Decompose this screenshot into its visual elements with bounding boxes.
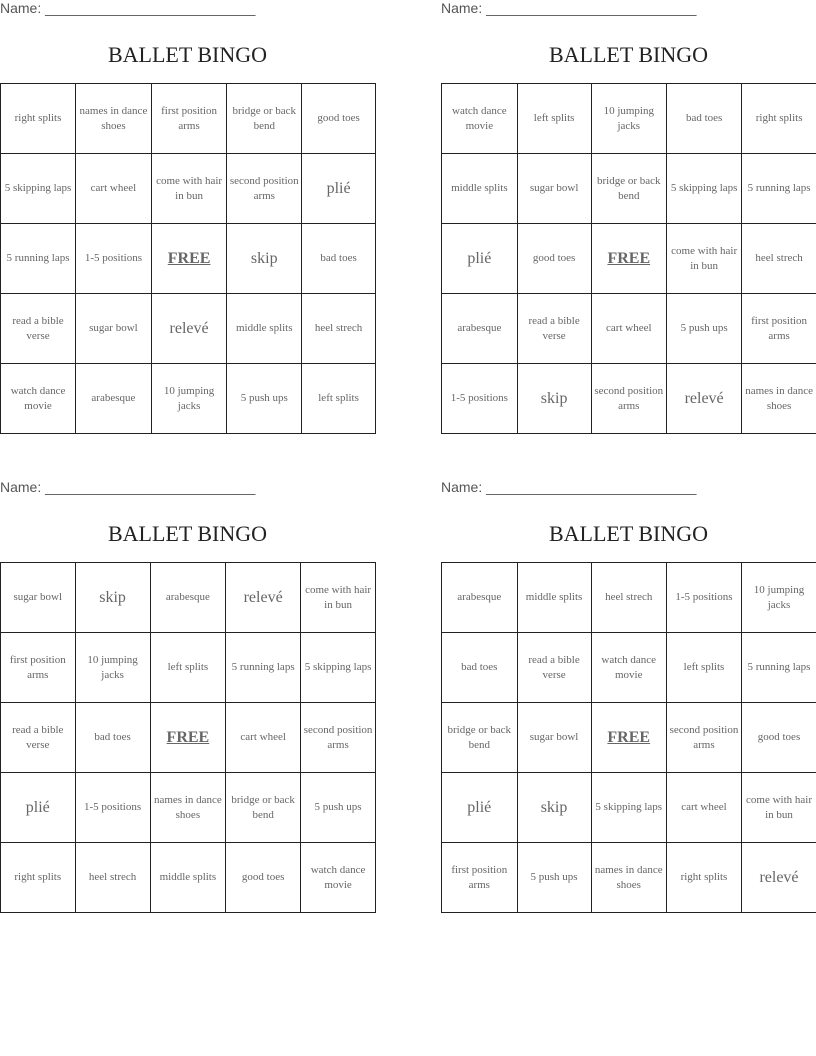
- bingo-row: [442, 294, 816, 364]
- bingo-cell: watch dance movie: [591, 633, 666, 703]
- bingo-cell: good toes: [226, 843, 301, 913]
- bingo-cell: relevé: [667, 364, 742, 434]
- bingo-cell: sugar bowl: [1, 563, 76, 633]
- bingo-cell: 1-5 positions: [666, 563, 741, 633]
- bingo-row: [1, 154, 376, 224]
- bingo-cell: 5 push ups: [517, 843, 591, 913]
- bingo-grid: [441, 83, 816, 434]
- bingo-cell: 5 skipping laps: [591, 773, 666, 843]
- bingo-row: [442, 154, 816, 224]
- bingo-cell: come with hair in bun: [667, 224, 742, 294]
- bingo-cell: plié: [442, 773, 518, 843]
- bingo-cell: heel strech: [742, 224, 816, 294]
- bingo-cell: 5 push ups: [301, 773, 376, 843]
- bingo-cell: middle splits: [442, 154, 518, 224]
- bingo-cell: first position arms: [442, 843, 518, 913]
- bingo-cell: watch dance movie: [1, 364, 76, 434]
- bingo-cell: 10 jumping jacks: [591, 84, 667, 154]
- bingo-cell: 5 skipping laps: [1, 154, 76, 224]
- bingo-cell: arabesque: [150, 563, 226, 633]
- bingo-cell: arabesque: [442, 294, 518, 364]
- bingo-row: [442, 84, 816, 154]
- bingo-cell: names in dance shoes: [150, 773, 226, 843]
- name-field: [441, 0, 696, 22]
- name-blank-line: ___________________________: [486, 479, 697, 495]
- bingo-row: [442, 703, 816, 773]
- bingo-cell: bridge or back bend: [227, 84, 302, 154]
- bingo-cell: watch dance movie: [442, 84, 518, 154]
- bingo-cell: cart wheel: [226, 703, 301, 773]
- bingo-cell: names in dance shoes: [591, 843, 666, 913]
- bingo-cell: bad toes: [302, 224, 376, 294]
- bingo-cell: bridge or back bend: [442, 703, 518, 773]
- bingo-cell: second position arms: [227, 154, 302, 224]
- bingo-cell: 5 skipping laps: [667, 154, 742, 224]
- bingo-cell: arabesque: [76, 364, 152, 434]
- name-label: Name:: [0, 0, 42, 16]
- free-space: FREE: [591, 224, 667, 294]
- bingo-cell: right splits: [1, 843, 76, 913]
- bingo-cell: 5 running laps: [226, 633, 301, 703]
- bingo-cell: left splits: [517, 84, 591, 154]
- bingo-cell: relevé: [226, 563, 301, 633]
- bingo-row: [1, 84, 376, 154]
- bingo-cell: middle splits: [517, 563, 591, 633]
- bingo-row: [442, 364, 816, 434]
- bingo-cell: right splits: [1, 84, 76, 154]
- bingo-cell: heel strech: [591, 563, 666, 633]
- bingo-cell: 5 push ups: [667, 294, 742, 364]
- bingo-cell: good toes: [517, 224, 591, 294]
- bingo-cell: relevé: [151, 294, 227, 364]
- bingo-cell: 5 running laps: [742, 154, 816, 224]
- bingo-cell: 10 jumping jacks: [741, 563, 816, 633]
- bingo-cell: 5 running laps: [1, 224, 76, 294]
- bingo-cell: relevé: [741, 843, 816, 913]
- bingo-cell: middle splits: [227, 294, 302, 364]
- bingo-cell: plié: [302, 154, 376, 224]
- bingo-cell: second position arms: [591, 364, 667, 434]
- bingo-cell: read a bible verse: [517, 633, 591, 703]
- card-title: BALLET BINGO: [107, 42, 268, 67]
- bingo-cell: watch dance movie: [301, 843, 376, 913]
- bingo-cell: 1-5 positions: [75, 773, 150, 843]
- bingo-cell: names in dance shoes: [742, 364, 816, 434]
- bingo-cell: first position arms: [1, 633, 76, 703]
- bingo-cell: right splits: [666, 843, 741, 913]
- free-space: FREE: [151, 224, 227, 294]
- bingo-cell: come with hair in bun: [151, 154, 227, 224]
- bingo-cell: first position arms: [742, 294, 816, 364]
- bingo-cell: first position arms: [151, 84, 227, 154]
- bingo-cell: sugar bowl: [517, 154, 591, 224]
- bingo-cell: left splits: [666, 633, 741, 703]
- name-field: [441, 479, 696, 501]
- bingo-cell: bad toes: [667, 84, 742, 154]
- bingo-cell: good toes: [741, 703, 816, 773]
- bingo-cell: left splits: [302, 364, 376, 434]
- bingo-row: [1, 843, 376, 913]
- bingo-cell: bad toes: [75, 703, 150, 773]
- bingo-cell: skip: [517, 364, 591, 434]
- bingo-cell: skip: [227, 224, 302, 294]
- bingo-cell: 1-5 positions: [76, 224, 152, 294]
- bingo-row: [1, 224, 376, 294]
- bingo-cell: cart wheel: [591, 294, 667, 364]
- bingo-cell: 5 push ups: [227, 364, 302, 434]
- name-blank-line: ___________________________: [45, 479, 256, 495]
- bingo-cell: plié: [442, 224, 518, 294]
- bingo-row: [442, 224, 816, 294]
- bingo-cell: sugar bowl: [76, 294, 152, 364]
- bingo-cell: names in dance shoes: [76, 84, 152, 154]
- bingo-cell: 5 skipping laps: [301, 633, 376, 703]
- bingo-row: [442, 773, 816, 843]
- bingo-cell: heel strech: [75, 843, 150, 913]
- bingo-cell: read a bible verse: [1, 294, 76, 364]
- bingo-cell: heel strech: [302, 294, 376, 364]
- name-field: [0, 0, 255, 22]
- bingo-row: [442, 843, 816, 913]
- bingo-cell: middle splits: [150, 843, 226, 913]
- free-space: FREE: [591, 703, 666, 773]
- bingo-row: [442, 633, 816, 703]
- name-label: Name:: [441, 479, 483, 495]
- name-field: [0, 479, 255, 501]
- bingo-cell: second position arms: [301, 703, 376, 773]
- bingo-cell: come with hair in bun: [741, 773, 816, 843]
- name-blank-line: ___________________________: [45, 0, 256, 16]
- card-title: BALLET BINGO: [548, 42, 709, 67]
- bingo-cell: read a bible verse: [1, 703, 76, 773]
- bingo-cell: second position arms: [666, 703, 741, 773]
- bingo-row: [1, 563, 376, 633]
- bingo-cell: read a bible verse: [517, 294, 591, 364]
- bingo-cell: plié: [1, 773, 76, 843]
- bingo-cell: left splits: [150, 633, 226, 703]
- bingo-cell: come with hair in bun: [301, 563, 376, 633]
- bingo-grid: [0, 83, 376, 434]
- bingo-row: [442, 563, 816, 633]
- bingo-cell: 1-5 positions: [442, 364, 518, 434]
- name-label: Name:: [441, 0, 483, 16]
- bingo-cell: skip: [517, 773, 591, 843]
- bingo-cell: bad toes: [442, 633, 518, 703]
- name-blank-line: ___________________________: [486, 0, 697, 16]
- name-label: Name:: [0, 479, 42, 495]
- bingo-cell: sugar bowl: [517, 703, 591, 773]
- bingo-cell: bridge or back bend: [226, 773, 301, 843]
- bingo-cell: cart wheel: [76, 154, 152, 224]
- bingo-cell: arabesque: [442, 563, 518, 633]
- bingo-cell: 10 jumping jacks: [75, 633, 150, 703]
- bingo-row: [1, 703, 376, 773]
- bingo-row: [1, 773, 376, 843]
- free-space: FREE: [150, 703, 226, 773]
- bingo-grid: [441, 562, 816, 913]
- bingo-row: [1, 294, 376, 364]
- bingo-cell: 10 jumping jacks: [151, 364, 227, 434]
- bingo-cell: skip: [75, 563, 150, 633]
- bingo-cell: bridge or back bend: [591, 154, 667, 224]
- bingo-cell: right splits: [742, 84, 816, 154]
- card-title: BALLET BINGO: [107, 521, 268, 546]
- bingo-grid: [0, 562, 376, 913]
- card-title: BALLET BINGO: [548, 521, 709, 546]
- bingo-cell: good toes: [302, 84, 376, 154]
- bingo-row: [1, 364, 376, 434]
- bingo-cell: cart wheel: [666, 773, 741, 843]
- bingo-row: [1, 633, 376, 703]
- bingo-cell: 5 running laps: [741, 633, 816, 703]
